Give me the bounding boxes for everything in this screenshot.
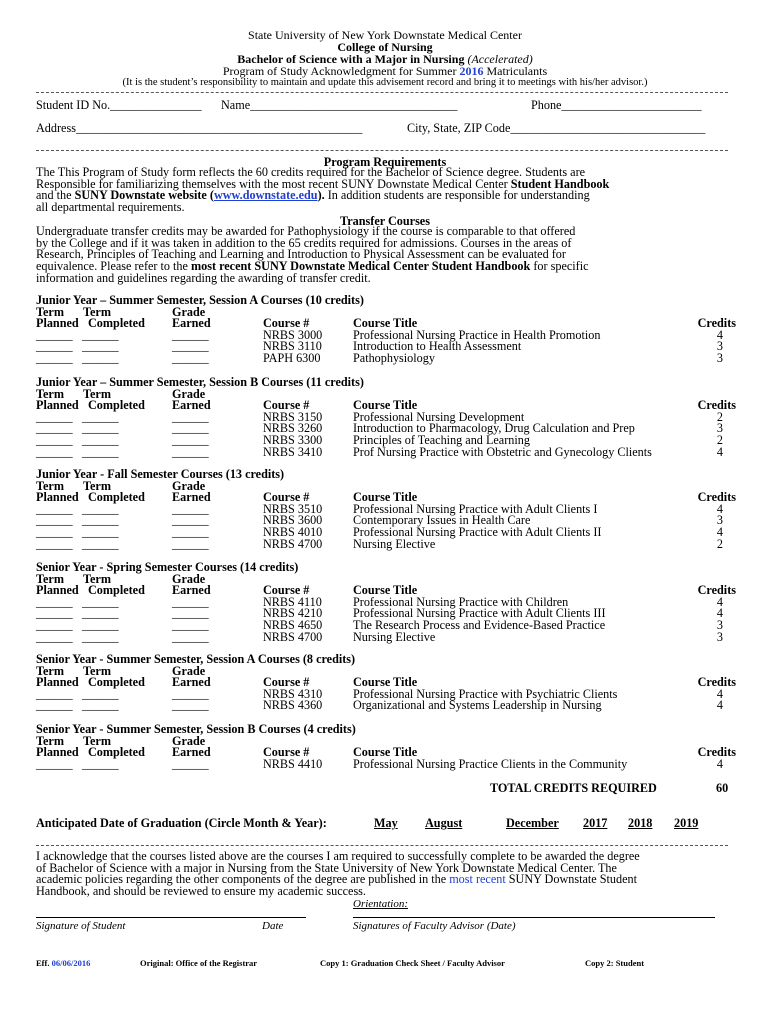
- term-planned-blank[interactable]: ______: [36, 698, 73, 713]
- term-completed-blank[interactable]: ______: [82, 629, 119, 644]
- course-number: NRBS 3000: [263, 327, 323, 342]
- website-ref: SUNY Downstate website: [74, 188, 207, 203]
- course-number: NRBS 3150: [263, 409, 323, 424]
- course-credits: 2: [716, 409, 723, 424]
- term-planned-blank[interactable]: ______: [36, 513, 73, 528]
- header-degree-text: Bachelor of Science with a Major in Nursing: [237, 52, 468, 66]
- grade-earned-blank[interactable]: ______: [172, 513, 209, 528]
- term-planned-blank[interactable]: ______: [36, 756, 73, 771]
- col-term-planned-header: Term: [36, 571, 64, 586]
- grade-earned-blank[interactable]: ______: [172, 433, 209, 447]
- downstate-link[interactable]: www.downstate.edu: [213, 188, 318, 203]
- course-credits: 3: [716, 339, 723, 354]
- term-completed-blank[interactable]: ______: [82, 525, 119, 539]
- col-grade-header: Grade: [172, 663, 206, 678]
- term-planned-blank[interactable]: ______: [36, 536, 73, 551]
- term-completed-blank[interactable]: ______: [82, 501, 119, 516]
- col-course-title-header: Course Title: [353, 398, 418, 413]
- term-planned-blank[interactable]: ______: [36, 327, 73, 342]
- course-title: Professional Nursing Practice with Adult Clients III: [353, 606, 606, 621]
- col-term-planned-header: Term: [36, 386, 64, 401]
- course-title: Professional Nursing Practice Clients in the Community: [353, 756, 628, 771]
- grade-earned-blank[interactable]: ______: [172, 756, 209, 771]
- course-title: Introduction to Pharmacology, Drug Calculation and Prep: [353, 421, 635, 436]
- course-number: NRBS 4360: [263, 698, 323, 713]
- transfer-text: for specific: [530, 259, 589, 274]
- address-field[interactable]: Address_______________________________________________: [36, 121, 363, 135]
- col-term-completed-header: Term: [83, 478, 111, 493]
- term-planned-blank[interactable]: ______: [36, 629, 73, 644]
- term-planned-blank[interactable]: ______: [36, 501, 73, 516]
- grade-earned-blank[interactable]: ______: [172, 351, 209, 365]
- footer-copy1: Copy 1: Graduation Check Sheet / Faculty Advisor: [320, 958, 505, 968]
- course-credits: 2: [716, 536, 723, 551]
- section-title: Junior Year – Summer Semester, Session A Courses (10 credits): [36, 293, 364, 307]
- grad-option-2018[interactable]: 2018: [628, 816, 653, 830]
- col-credits-header: Credits: [697, 490, 736, 505]
- grade-earned-blank[interactable]: ______: [172, 618, 209, 632]
- req-text: and the: [36, 188, 75, 203]
- req-text: Responsible for familiarizing themselves with the most recent SUNY Downstate Medical Center: [36, 176, 511, 191]
- term-completed-blank[interactable]: ______: [82, 433, 119, 447]
- req-line: all departmental requirements.: [36, 200, 185, 215]
- col-term-planned-header: Term: [36, 733, 64, 748]
- course-title: Prof Nursing Practice with Obstetric and Gynecology Clients: [353, 444, 652, 459]
- graduation-label: Anticipated Date of Graduation (Circle Month & Year):: [36, 816, 327, 830]
- col-completed-header: Completed: [88, 398, 145, 413]
- course-number: NRBS 3600: [263, 513, 323, 528]
- col-completed-header: Completed: [88, 316, 145, 331]
- ack-text: academic policies regarding the other components of the degree are published in the: [36, 872, 450, 887]
- course-credits: 4: [716, 698, 723, 713]
- grade-earned-blank[interactable]: ______: [172, 606, 209, 621]
- grade-earned-blank[interactable]: ______: [172, 525, 209, 539]
- col-grade-header: Grade: [172, 571, 206, 586]
- name-field[interactable]: Name__________________________________: [221, 98, 458, 112]
- req-text: ).: [317, 188, 325, 203]
- col-course-num-header: Course #: [263, 583, 310, 598]
- header-institution: State University of New York Downstate Medical Center: [248, 28, 522, 42]
- course-number: NRBS 4410: [263, 756, 323, 771]
- col-grade-header: Grade: [172, 386, 206, 401]
- course-title: Professional Nursing Practice in Health Promotion: [353, 327, 601, 342]
- col-credits-header: Credits: [697, 583, 736, 598]
- signature-advisor-label: Signatures of Faculty Advisor (Date): [353, 920, 516, 932]
- col-completed-header: Completed: [88, 583, 145, 598]
- divider: [36, 845, 728, 846]
- course-credits: 4: [716, 501, 723, 516]
- course-credits: 2: [716, 433, 723, 447]
- col-term-planned-header: Term: [36, 663, 64, 678]
- section-title: Junior Year – Summer Semester, Session B Courses (11 credits): [36, 375, 364, 389]
- col-planned-header: Planned: [36, 490, 79, 505]
- transfer-text: equivalence. Please refer to the: [36, 259, 191, 274]
- col-earned-header: Earned: [172, 745, 211, 760]
- grade-earned-blank[interactable]: ______: [172, 594, 209, 609]
- course-credits: 4: [716, 756, 723, 771]
- header-college: College of Nursing: [337, 40, 433, 54]
- col-term-completed-header: Term: [83, 571, 111, 586]
- ack-line: I acknowledge that the courses listed above are the courses I am required to successfully complete to be awarded the degree: [36, 849, 640, 863]
- course-credits: 3: [716, 618, 723, 632]
- col-term-planned-header: Term: [36, 304, 64, 319]
- col-course-title-header: Course Title: [353, 316, 418, 331]
- term-completed-blank[interactable]: ______: [82, 698, 119, 713]
- course-title: Professional Nursing Practice with Adult Clients I: [353, 501, 598, 516]
- course-number: NRBS 3300: [263, 433, 323, 447]
- advisor-signature-line[interactable]: [353, 917, 715, 918]
- col-earned-header: Earned: [172, 583, 211, 598]
- grade-earned-blank[interactable]: ______: [172, 409, 209, 424]
- course-title: Pathophysiology: [353, 351, 435, 365]
- course-title: The Research Process and Evidence-Based Practice: [353, 618, 606, 632]
- term-completed-blank[interactable]: ______: [82, 339, 119, 354]
- student-signature-line[interactable]: [36, 917, 306, 918]
- col-completed-header: Completed: [88, 490, 145, 505]
- term-planned-blank[interactable]: ______: [36, 686, 73, 701]
- signature-student-label: Signature of Student: [36, 920, 126, 932]
- term-completed-blank[interactable]: ______: [82, 618, 119, 632]
- section-title: Junior Year - Fall Semester Courses (13 credits): [36, 467, 285, 481]
- course-number: NRBS 4310: [263, 686, 323, 701]
- grade-earned-blank[interactable]: ______: [172, 536, 209, 551]
- transfer-line: Research, Principles of Teaching and Learning and Introduction to Physical Assessment can be evaluated for: [36, 247, 566, 262]
- col-grade-header: Grade: [172, 304, 206, 319]
- footer-copy2: Copy 2: Student: [585, 958, 645, 968]
- course-title: Principles of Teaching and Learning: [353, 433, 530, 447]
- term-planned-blank[interactable]: ______: [36, 444, 73, 459]
- course-number: NRBS 4650: [263, 618, 323, 632]
- student-handbook-ref: Student Handbook: [510, 176, 610, 191]
- col-planned-header: Planned: [36, 745, 79, 760]
- col-term-completed-header: Term: [83, 733, 111, 748]
- course-credits: 4: [716, 606, 723, 621]
- col-term-planned-header: Term: [36, 478, 64, 493]
- transfer-courses-title: Transfer Courses: [340, 214, 430, 228]
- ack-text: SUNY Downstate Student: [505, 872, 637, 887]
- col-planned-header: Planned: [36, 583, 79, 598]
- course-title: Introduction to Health Assessment: [353, 339, 522, 354]
- term-planned-blank[interactable]: ______: [36, 409, 73, 424]
- col-grade-header: Grade: [172, 478, 206, 493]
- grade-earned-blank[interactable]: ______: [172, 501, 209, 516]
- col-planned-header: Planned: [36, 316, 79, 331]
- course-credits: 4: [716, 686, 723, 701]
- course-credits: 3: [716, 351, 723, 365]
- col-term-completed-header: Term: [83, 386, 111, 401]
- term-completed-blank[interactable]: ______: [82, 606, 119, 621]
- transfer-line: Undergraduate transfer credits may be awarded for Pathophysiology if the course is comparable to that offered: [36, 224, 576, 238]
- course-title: Nursing Elective: [353, 629, 436, 644]
- footer-original: Original: Office of the Registrar: [140, 958, 258, 968]
- grad-option-august[interactable]: August: [425, 816, 463, 830]
- term-completed-blank[interactable]: ______: [82, 536, 119, 551]
- grade-earned-blank[interactable]: ______: [172, 686, 209, 701]
- course-credits: 4: [716, 444, 723, 459]
- term-completed-blank[interactable]: ______: [82, 594, 119, 609]
- col-credits-header: Credits: [697, 745, 736, 760]
- course-number: NRBS 4210: [263, 606, 323, 621]
- col-credits-header: Credits: [697, 316, 736, 331]
- course-credits: 3: [716, 513, 723, 528]
- ack-line: Handbook, and should be reviewed to ensure my academic success.: [36, 884, 366, 899]
- header-program: [0, 65, 770, 77]
- term-planned-blank[interactable]: ______: [36, 339, 73, 354]
- col-course-title-header: Course Title: [353, 583, 418, 598]
- signature-date-label: Date: [262, 920, 284, 932]
- grad-option-2019[interactable]: 2019: [674, 816, 699, 830]
- student-id-field[interactable]: Student ID No._______________: [36, 98, 202, 112]
- col-course-num-header: Course #: [263, 398, 310, 413]
- divider: [36, 92, 728, 93]
- term-completed-blank[interactable]: ______: [82, 513, 119, 528]
- term-completed-blank[interactable]: ______: [82, 444, 119, 459]
- course-number: PAPH 6300: [263, 351, 321, 365]
- transfer-line: by the College and if it was taken in addition to the 65 credits required for admissions. Courses in the areas of: [36, 235, 572, 250]
- section-title: Senior Year - Summer Semester, Session B Courses (4 credits): [36, 722, 356, 736]
- course-title: Professional Nursing Development: [353, 409, 525, 424]
- handbook-ref: most recent SUNY Downstate Medical Center Student Handbook: [190, 259, 531, 274]
- term-planned-blank[interactable]: ______: [36, 525, 73, 539]
- term-completed-blank[interactable]: ______: [82, 409, 119, 424]
- grade-earned-blank[interactable]: ______: [172, 444, 209, 459]
- course-number: NRBS 3410: [263, 444, 323, 459]
- grade-earned-blank[interactable]: ______: [172, 698, 209, 713]
- transfer-line: information and guidelines regarding the awarding of transfer credit.: [36, 270, 371, 285]
- course-title: Nursing Elective: [353, 536, 436, 551]
- grad-option-2017[interactable]: 2017: [583, 816, 608, 830]
- orientation-label: Orientation:: [353, 898, 408, 910]
- term-planned-blank[interactable]: ______: [36, 594, 73, 609]
- col-course-num-header: Course #: [263, 745, 310, 760]
- course-title: Professional Nursing Practice with Psychiatric Clients: [353, 686, 618, 701]
- course-credits: 3: [716, 421, 723, 436]
- col-earned-header: Earned: [172, 490, 211, 505]
- course-credits: 4: [716, 594, 723, 609]
- col-earned-header: Earned: [172, 398, 211, 413]
- grade-earned-blank[interactable]: ______: [172, 327, 209, 342]
- term-completed-blank[interactable]: ______: [82, 686, 119, 701]
- req-line: The This Program of Study form reflects the 60 credits required for the Bachelor of Science degree. Students are: [36, 165, 586, 179]
- course-number: NRBS 4700: [263, 629, 323, 644]
- requirements-paragraph: [36, 167, 736, 214]
- term-completed-blank[interactable]: ______: [82, 327, 119, 342]
- col-course-num-header: Course #: [263, 490, 310, 505]
- footer-effective: [36, 958, 90, 968]
- course-title: Organizational and Systems Leadership in Nursing: [353, 698, 602, 713]
- grade-earned-blank[interactable]: ______: [172, 629, 209, 644]
- course-number: NRBS 3260: [263, 421, 323, 436]
- divider: [36, 150, 728, 151]
- section-title: Senior Year - Summer Semester, Session A Courses (8 credits): [36, 652, 356, 666]
- col-course-num-header: Course #: [263, 316, 310, 331]
- req-text: (: [206, 188, 214, 203]
- header-note: (It is the student’s responsibility to maintain and update this advisement record and bring it to meetings with his/her advisor.): [122, 77, 648, 88]
- program-requirements-title: Program Requirements: [323, 155, 447, 169]
- header-program-year: 2016: [459, 64, 484, 78]
- course-number: NRBS 4010: [263, 525, 323, 539]
- term-completed-blank[interactable]: ______: [82, 421, 119, 436]
- col-term-completed-header: Term: [83, 663, 111, 678]
- course-number: NRBS 3510: [263, 501, 323, 516]
- col-course-title-header: Course Title: [353, 490, 418, 505]
- course-title: Contemporary Issues in Health Care: [353, 513, 531, 528]
- header-degree-accelerated: (Accelerated): [467, 52, 533, 66]
- col-term-completed-header: Term: [83, 304, 111, 319]
- col-course-title-header: Course Title: [353, 675, 418, 690]
- total-credits-label: TOTAL CREDITS REQUIRED: [490, 781, 657, 795]
- term-planned-blank[interactable]: ______: [36, 433, 73, 447]
- col-completed-header: Completed: [88, 745, 145, 760]
- course-credits: 4: [716, 525, 723, 539]
- col-earned-header: Earned: [172, 675, 211, 690]
- header-program-suffix: Matriculants: [483, 64, 548, 78]
- transfer-paragraph: [36, 226, 736, 285]
- grade-earned-blank[interactable]: ______: [172, 421, 209, 436]
- course-number: NRBS 4700: [263, 536, 323, 551]
- term-planned-blank[interactable]: ______: [36, 618, 73, 632]
- grade-earned-blank[interactable]: ______: [172, 339, 209, 354]
- term-planned-blank[interactable]: ______: [36, 351, 73, 365]
- course-credits: 3: [716, 629, 723, 644]
- term-completed-blank[interactable]: ______: [82, 351, 119, 365]
- col-planned-header: Planned: [36, 675, 79, 690]
- term-completed-blank[interactable]: ______: [82, 756, 119, 771]
- req-text: In addition students are responsible for understanding: [324, 188, 590, 203]
- col-course-num-header: Course #: [263, 675, 310, 690]
- col-completed-header: Completed: [88, 675, 145, 690]
- footer-eff-date: 06/06/2016: [51, 958, 91, 968]
- grad-option-december[interactable]: December: [506, 816, 559, 830]
- course-credits: 4: [716, 327, 723, 342]
- ack-line: of Bachelor of Science with a major in Nursing from the State University of New York Downstate Medical Center. The: [36, 860, 617, 875]
- course-title: Professional Nursing Practice with Children: [353, 594, 569, 609]
- phone-field[interactable]: Phone_______________________: [531, 98, 702, 112]
- city-state-zip-field[interactable]: City, State, ZIP Code________________________________: [407, 121, 706, 135]
- course-number: NRBS 4110: [263, 594, 322, 609]
- section-title: Senior Year - Spring Semester Courses (14 credits): [36, 560, 299, 574]
- col-planned-header: Planned: [36, 398, 79, 413]
- acknowledgment-paragraph: [36, 851, 736, 898]
- course-title: Professional Nursing Practice with Adult Clients II: [353, 525, 602, 539]
- term-planned-blank[interactable]: ______: [36, 606, 73, 621]
- term-planned-blank[interactable]: ______: [36, 421, 73, 436]
- col-grade-header: Grade: [172, 733, 206, 748]
- col-earned-header: Earned: [172, 316, 211, 331]
- total-credits-value: 60: [716, 781, 729, 795]
- course-number: NRBS 3110: [263, 339, 322, 354]
- col-credits-header: Credits: [697, 675, 736, 690]
- col-course-title-header: Course Title: [353, 745, 418, 760]
- header-program-text: Program of Study Acknowledgment for Summer: [222, 64, 460, 78]
- col-credits-header: Credits: [697, 398, 736, 413]
- footer-eff-label: Eff.: [36, 958, 52, 968]
- grad-option-may[interactable]: May: [374, 816, 398, 830]
- most-recent-text: most recent: [449, 872, 506, 887]
